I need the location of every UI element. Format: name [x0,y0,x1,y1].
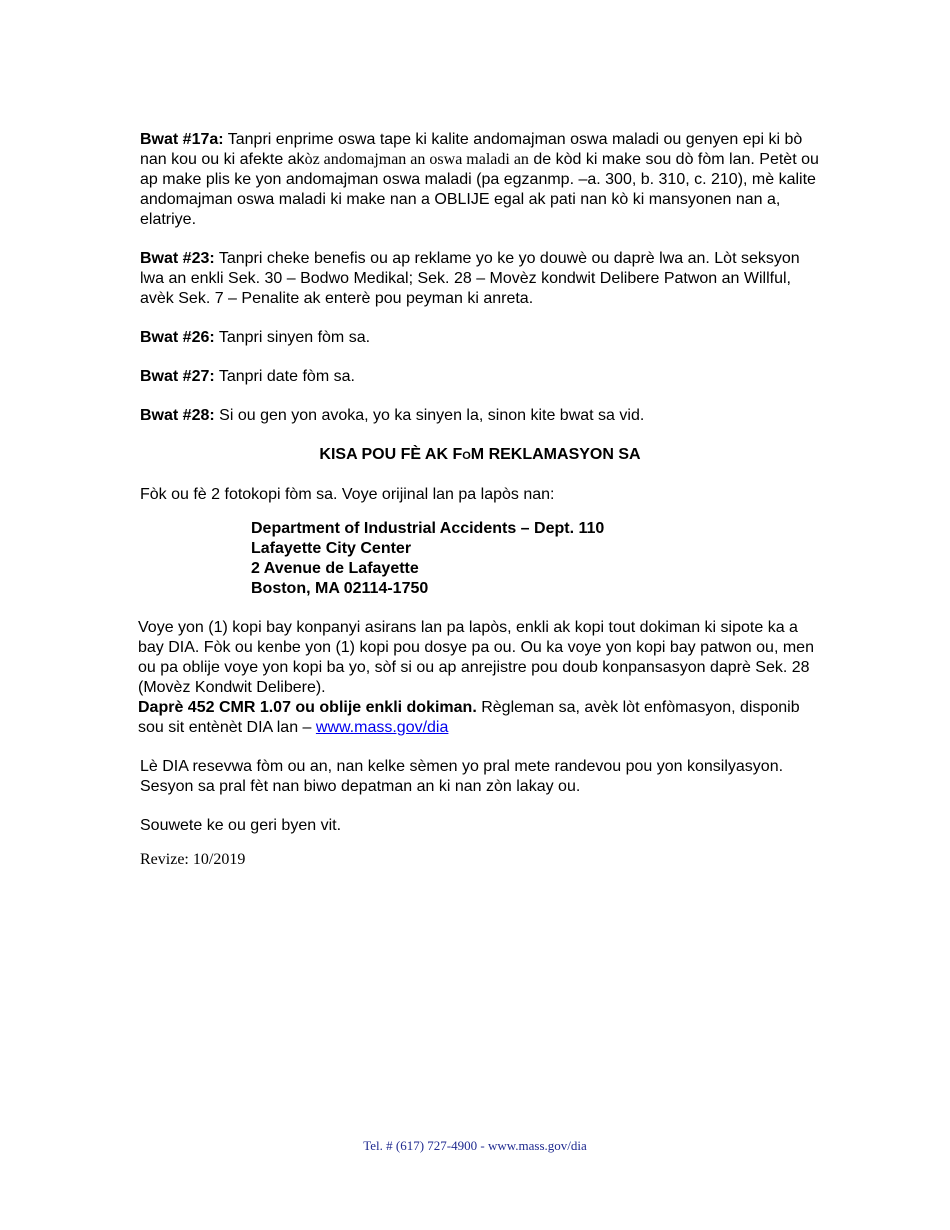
regulation-text: Règleman sa, avèk lòt enfòmasyon, disponib sou sit entènèt DIA lan – [138,699,800,736]
revision-date: Revize: 10/2019 [140,851,246,868]
dia-conciliation-paragraph: Lè DIA resevwa fòm ou an, nan kelke sèmen yo pral mete randevou pou yon konsilyasyon. Sesyon sa pral fèt nan biwo depatman an ki nan zòn lakay ou. [140,758,784,795]
box-28-label: Bwat #28: [140,407,215,424]
dia-website-link[interactable]: www.mass.gov/dia [315,719,449,736]
address-line-2: Lafayette City Center [251,540,412,557]
box-26-paragraph [140,328,820,348]
address-line-3: 2 Avenue de Lafayette [251,560,419,577]
box-23-text: Tanpri cheke benefis ou ap reklame yo ke yo douwè ou daprè lwa an. Lòt seksyon lwa an enkli Sek. 30 – Bodwo Medikal; Sek. 28 – Movèz kondwit Delibere Patwon an Willful, avèk Sek. 7 – Penalite ak enterè pou peyman ki anreta. [140,250,800,307]
box-26-label: Bwat #26: [140,329,215,346]
box-28-text: Si ou gen yon avoka, yo ka sinyen la, sinon kite bwat sa vid. [214,407,645,424]
box-17a-text: Tanpri enprime oswa tape ki kalite andomajman oswa maladi ou genyen epi ki bò nan kou ou ki afekte ak [140,131,803,168]
box-27-label: Bwat #27: [140,368,215,385]
copies-instruction: Fòk ou fè 2 fotokopi fòm sa. Voye orijinal lan pa lapòs nan: [140,486,555,503]
heading-small-letter: O [462,450,471,462]
box-26-text: Tanpri sinyen fòm sa. [214,329,371,346]
heading-part-2: M REKLAMASYON SA [470,446,641,463]
box-27-paragraph [140,367,820,387]
box-27-text: Tanpri date fòm sa. [214,368,355,385]
box-23-paragraph [140,249,820,309]
document-body [140,130,820,870]
box-28-paragraph [140,406,820,426]
box-17a-serif-text: òz andomajman an oswa maladi an [304,151,529,168]
address-line-4: Boston, MA 02114-1750 [251,580,429,597]
heading-part-1: KISA POU FÈ AK F [319,446,463,463]
regulation-bold: Daprè 452 CMR 1.07 ou oblije enkli dokiman. [138,699,477,716]
section-heading [140,445,820,466]
box-17a-paragraph [140,130,820,230]
insurer-instruction: Voye yon (1) kopi bay konpanyi asirans lan pa lapòs, enkli ak kopi tout dokiman ki sipote ka a bay DIA. Fòk ou kenbe yon (1) kopi pou dosye pa ou. Ou ka voye yon kopi bay patwon ou, men ou pa oblije voye yon kopi ba yo, sòf si ou ap anrejistre pou doub konpansasyon daprè Sek. 28 (Movèz Kondwit Delibere). [138,619,814,696]
get-well-text: Souwete ke ou geri byen vit. [140,817,342,834]
address-line-1: Department of Industrial Accidents – Dept. 110 [251,520,605,537]
mailing-address [251,519,820,599]
regulation-paragraph [138,698,820,738]
box-17a-text-continued: de kòd ki make sou dò fòm lan. Petèt ou ap make plis ke yon andomajman oswa maladi (pa egzanmp. –a. 300, b. 310, c. 210), mè kalite andomajman oswa maladi ki make nan a OBLIJE egal ak pati nan kò ki mansyonen nan a, elatriye. [140,151,819,228]
box-17a-label: Bwat #17a: [140,131,224,148]
box-23-label: Bwat #23: [140,250,215,267]
page-footer: Tel. # (617) 727-4900 - www.mass.gov/dia [363,1138,587,1153]
